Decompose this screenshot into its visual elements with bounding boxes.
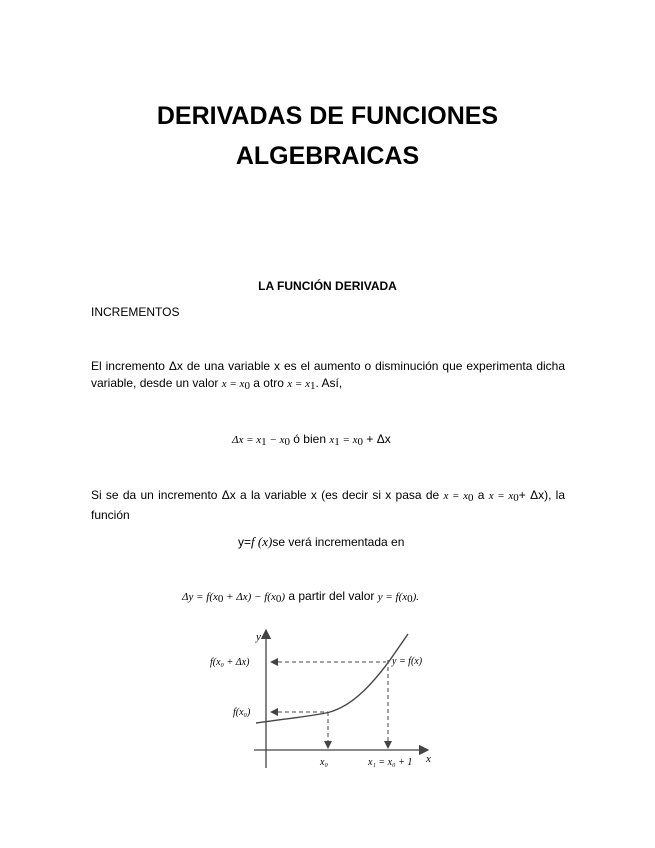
subheading-incrementos: INCREMENTOS: [91, 305, 180, 319]
para2-math-a: x = x: [443, 490, 469, 502]
para1-math-a-sub: 0: [244, 380, 250, 392]
paragraph-increment-definition: [91, 358, 565, 395]
page-title-line1: DERIVADAS DE FUNCIONES: [156, 102, 499, 130]
increment-graph: [200, 620, 450, 775]
x-axis-label: x: [426, 753, 431, 765]
para1-text-c: . Así,: [315, 376, 343, 390]
eq1-part2-sub: 0: [284, 436, 290, 448]
y-axis-label: y: [256, 631, 261, 643]
eq1-part5: + Δx: [363, 432, 391, 446]
eq2-math-b-end: ).: [412, 591, 420, 603]
eq1-part1-sub: 1: [261, 436, 267, 448]
eq2-math-a-sub: 0: [217, 593, 224, 605]
para1-math-b-sub: 1: [309, 380, 316, 392]
function-curve: [256, 634, 408, 723]
para2-text-c: + Δx), la función: [91, 488, 566, 522]
para2-math-b-sub: 0: [513, 492, 519, 504]
line3-text-b: se verá incrementada en: [272, 535, 405, 549]
eq1-part2: − x: [266, 434, 285, 446]
para2-text-a: Si se da un incremento Δx a la variable x (es decir si x pasa de: [91, 488, 444, 502]
para2-text-b: a: [473, 488, 489, 502]
eq1-part3: x: [329, 434, 335, 446]
para1-math-a: x = x: [221, 378, 245, 390]
y-tick-bottom: f(x₀): [233, 707, 251, 718]
eq2-math-a-end: + Δx) − f(x: [223, 591, 276, 603]
eq2-math-b: y = f(x: [377, 591, 408, 603]
line3-math: f (x): [251, 534, 273, 549]
section-title: LA FUNCIÓN DERIVADA: [258, 279, 397, 293]
y-tick-top: f(x₀ + Δx): [210, 657, 250, 668]
equation-increment: [232, 432, 391, 448]
eq1-part3-sub: 1: [334, 436, 340, 448]
line3-text-a: y=: [238, 535, 252, 549]
x-tick-left: x₀: [320, 757, 328, 768]
eq1-part1: Δx = x: [232, 434, 262, 446]
equation-delta-y: [182, 589, 419, 605]
eq2-math-a-sub2: 0: [275, 593, 282, 605]
para1-math-b: x = x: [287, 378, 310, 390]
para2-math-a-sub: 0: [468, 492, 474, 504]
eq2-math-b-sub: 0: [407, 593, 413, 605]
x-tick-right: x₁ = x₀ + 1: [368, 757, 413, 768]
para1-text-a: El incremento Δx de una variable x es el aumento o disminución que experimenta dicha variable, desde un valor: [91, 359, 565, 390]
curve-label: y = f(x): [392, 656, 423, 667]
para2-math-b: x = x: [488, 490, 514, 502]
eq2-text: a partir del valor: [285, 589, 378, 603]
eq1-part4: = x: [339, 434, 358, 446]
para1-text-b: a otro: [249, 376, 288, 390]
eq1-part4-sub: 0: [357, 436, 364, 448]
eq2-math-a-close: ): [281, 591, 285, 603]
paragraph-increment-function: [91, 487, 565, 524]
eq2-math-a: Δy = f(x: [182, 591, 218, 603]
page-title-line2: ALGEBRAICAS: [235, 142, 420, 170]
line-function-incremented: [238, 534, 404, 550]
eq1-connector: ó bien: [289, 432, 330, 446]
